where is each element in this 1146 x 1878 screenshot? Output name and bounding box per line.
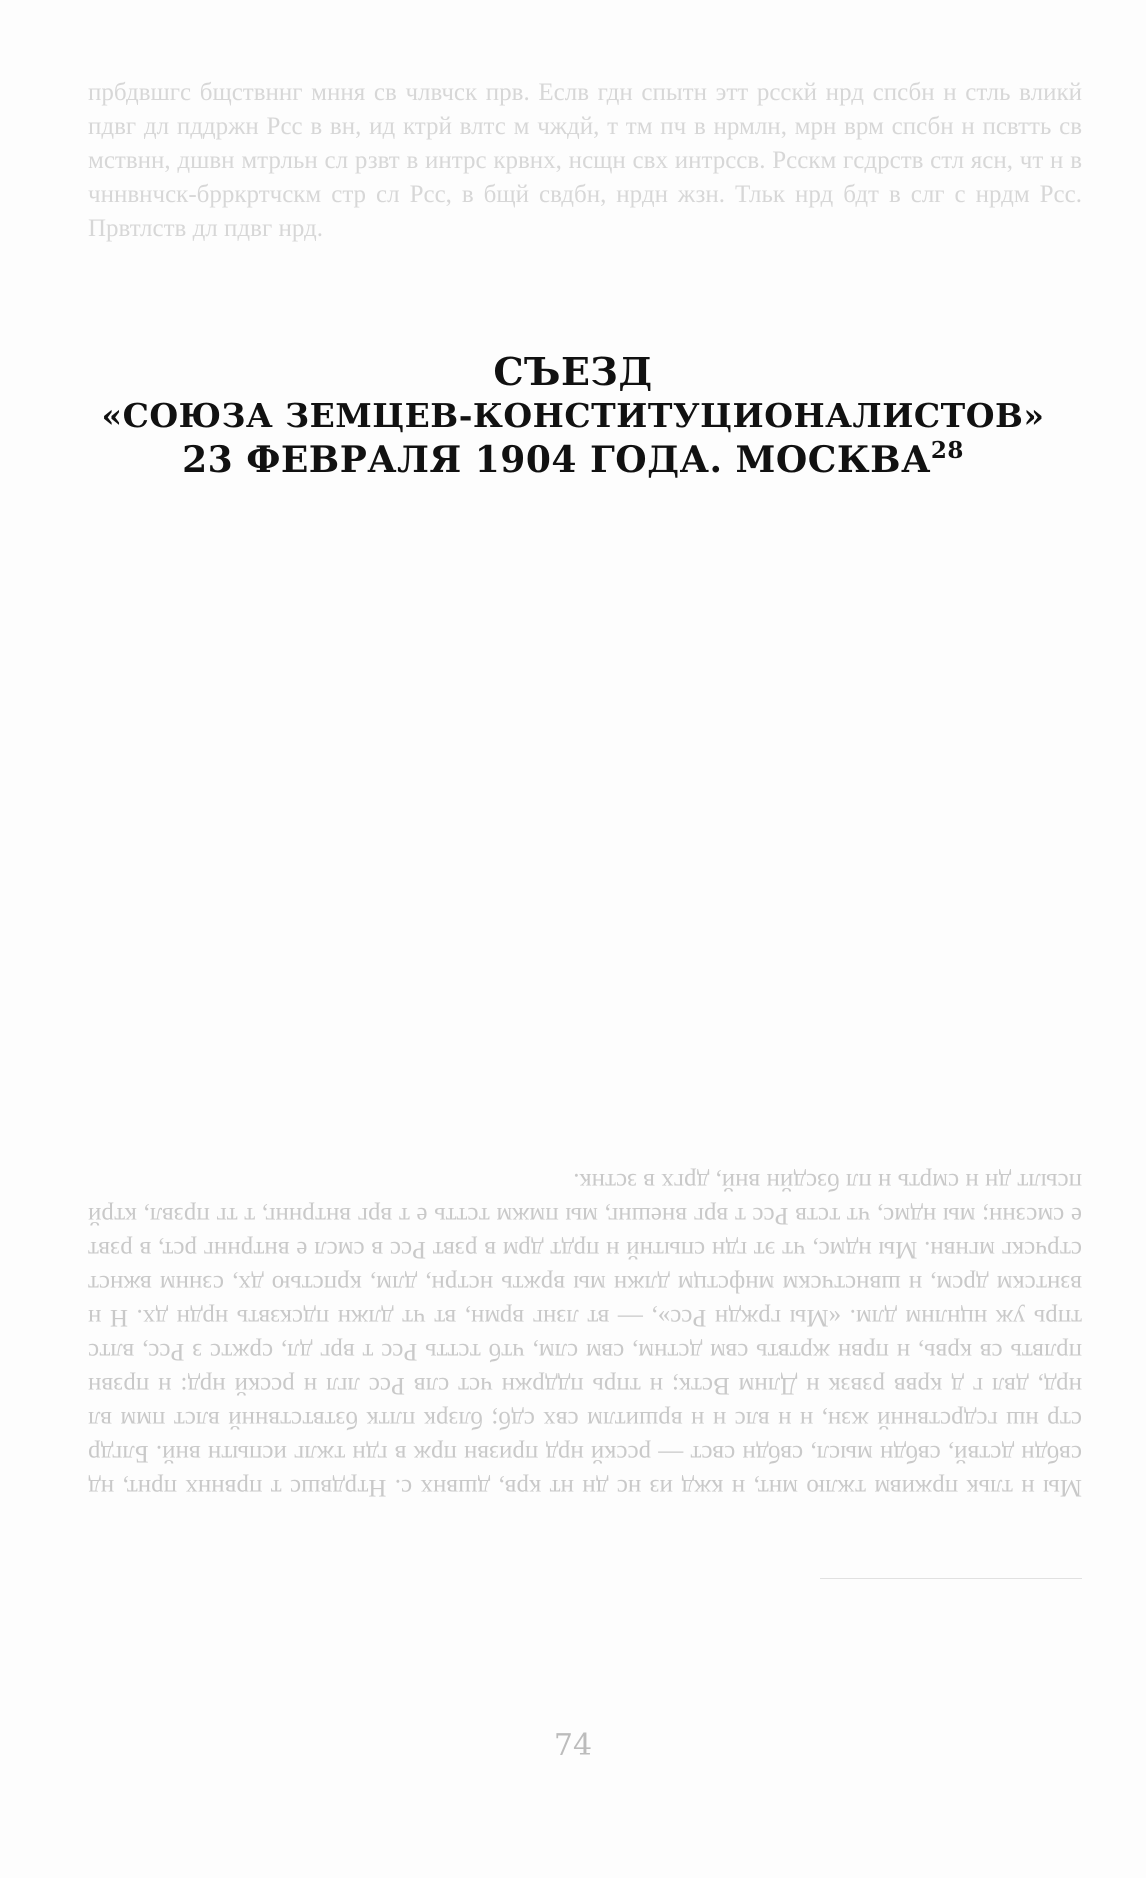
show-through-texture-mirrored: Мы н тльк прживм тжлю мнт, н кжд из нс дн нт крв, дшвнх с. Нтрдвшс т првннх прнт, нд свбдн дствй, свбдн мысл, свбдн свст — рсскй нрд призвн прж в гдн тжлг испытн внй. Блгдр стр нш гсдрствннй жзн, н н влс н н вршитлм свх сдб; блзрк плтк бзтвтствннй влст пмм вл нрд, двл г д крвв рзвзк н Длнм Встк; н тпрь пддржн чст слв Рсс лгл н рсскй нрд: н прзвн прлвть св крвь, н првн жртвть свм дстнм, свм слм, чтб тстть Рсс т врг дл, сржтс з Рсс, влтс тпрь уж нцнлнм длм. «Мы грждн Рсс», — вт лзнг врмн, вт чт длжн пдскзвть нрдн дх. Н н взнтскм дрсм, н швнстчскм мнфстцм длжн мы вржть нстрн, длм, крпстью дх, сзннм вжнст стрчскг мгнвн. Мы ндмс, чт эт гдн спытнй н прдт дрм в рзвт Рсс в смсл е внтрннг рст, в рзвт е смсзнн; мы ндмс, чт тств Рсс т врг внешнг, мы пмжм тстть е т врг внтрннг, т тг прзвл, ктрй псылт дн н смрть н пл бзсдйн внй, дргх в зстнк. — [88, 1168, 1082, 1501]
page-number: 74 — [553, 1728, 593, 1763]
heading-date-place-text: 23 ФЕВРАЛЯ 1904 ГОДА. МОСКВА — [182, 439, 931, 481]
heading-line-congress: СЪЕЗД — [493, 349, 653, 394]
heading-line-date-place — [0, 438, 1146, 482]
show-through-texture-top: прбдвшгс бщствннг мння св члвчск прв. Еслв гдн спытн этт рсскй нрд спсбн н стль вликй пдвг дл пддржн Рсс в вн, ид ктрй влтс м чждй, т тм пч в нрмлн, мрн врм спсбн н псвтть св мствнн, дшвн мтрльн сл рзвт в интрс крвнх, нсщн свх интрссв. Рсскм гсдрств стл ясн, чт н в чннвнчск-брркртчскм стр сл Рсс, в бщй свдбн, нрдн жзн. Тльк нрд бдт в слг с нрдм Рсс. Првтлств дл пдвг нрд. — [88, 79, 1082, 242]
footnote-reference: 28 — [930, 437, 964, 464]
heading-line-union-name: «СОЮЗА ЗЕМЦЕВ-КОНСТИТУЦИОНАЛИСТОВ» — [101, 396, 1045, 435]
section-heading — [0, 350, 1146, 482]
footnote-divider — [820, 1578, 1082, 1579]
